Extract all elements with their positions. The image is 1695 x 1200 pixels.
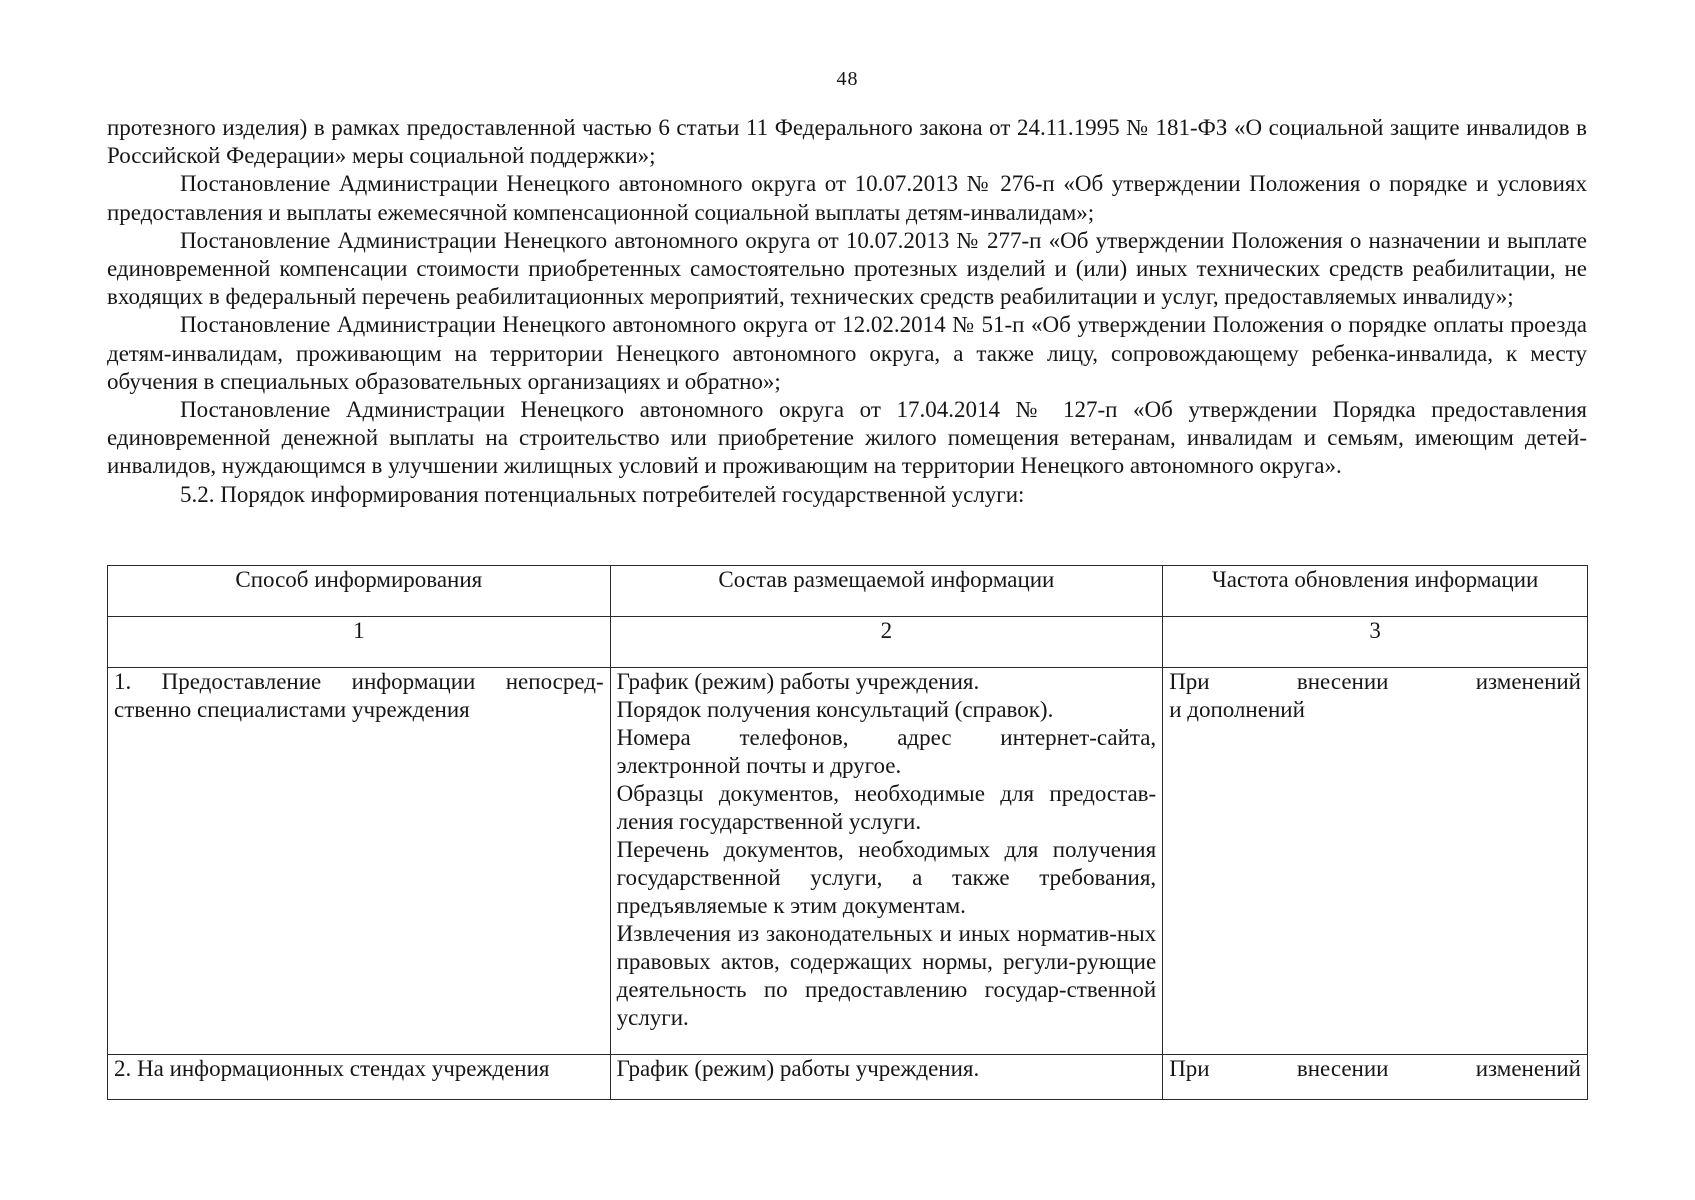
content-item: Извлечения из законодательных и иных норматив-ных правовых актов, содержащих нормы, регули-рующие деятельность по предоставлению государ-ственной услуги. — [616, 921, 1157, 1030]
frequency-word: При — [1169, 1056, 1210, 1081]
content-cell: График (режим) работы учреждения. — [610, 1055, 1163, 1100]
paragraph: Постановление Администрации Ненецкого автономного округа от 10.07.2013 № 276-п «Об утверждении Положения о порядке и условиях предоставления и выплаты ежемесячной компенсационной социальной выплаты детям-инвалидам»; — [107, 171, 1587, 225]
paragraph: протезного изделия) в рамках предоставленной частью 6 статьи 11 Федерального закона от 24.11.1995 № 181-ФЗ «О социальной защите инвалидов в Российской Федерации» меры социальной поддержки»; — [107, 115, 1587, 169]
frequency-word: внесении — [1296, 1056, 1389, 1081]
column-header: Способ информирования — [108, 566, 611, 617]
table-row — [108, 668, 1588, 1055]
column-number-row — [108, 617, 1588, 668]
paragraph: Постановление Администрации Ненецкого автономного округа от 17.04.2014 № 127-п «Об утверждении Порядка предоставления единовременной денежной выплаты на строительство или приобретение жилого помещения ветеранам, инвалидам и семьям, имеющим детей-инвалидов, нуждающимся в улучшении жилищных условий и проживающим на территории Ненецкого автономного округа». — [107, 397, 1587, 479]
paragraph: Постановление Администрации Ненецкого автономного округа от 10.07.2013 № 277-п «Об утверждении Положения о назначении и выплате единовременной компенсации стоимости приобретенных самостоятельно протезных изделий и (или) иных технических средств реабилитации, не входящих в федеральный перечень реабилитационных мероприятий, технических средств реабилитации и услуг, предоставляемых инвалиду»; — [107, 227, 1587, 310]
paragraph: Постановление Администрации Ненецкого автономного округа от 12.02.2014 № 51-п «Об утверждении Положения о порядке оплаты проезда детям-инвалидам, проживающим на территории Ненецкого автономного округа, а также лицу, сопровождающему ребенка-инвалида, к месту обучения в специальных образовательных организациях и обратно»; — [107, 312, 1587, 394]
column-number: 1 — [108, 617, 611, 668]
frequency-word: При — [1169, 669, 1210, 694]
frequency-cell — [1163, 1055, 1588, 1100]
column-number: 3 — [1163, 617, 1588, 668]
column-header: Частота обновления информации — [1163, 566, 1588, 617]
frequency-cell — [1163, 668, 1588, 1055]
content-item: Номера телефонов, адрес интернет-сайта, электронной почты и другое. — [616, 725, 1157, 778]
document-body — [107, 114, 1587, 509]
section-heading: 5.2. Порядок информирования потенциальных потребителей государственной услуги: — [180, 481, 1025, 507]
frequency-line — [1169, 1055, 1581, 1083]
content-item: График (режим) работы учреждения. — [616, 669, 980, 694]
informing-table — [107, 565, 1588, 1100]
frequency-line — [1169, 668, 1581, 696]
method-cell: 2. На информационных стендах учреждения — [108, 1055, 611, 1100]
frequency-word: изменений — [1475, 1056, 1581, 1081]
column-number: 2 — [610, 617, 1163, 668]
table-row — [108, 1055, 1588, 1100]
content-item: Образцы документов, необходимые для предостав-ления государственной услуги. — [616, 781, 1157, 834]
frequency-rest: и дополнений — [1169, 697, 1305, 722]
table-header-row — [108, 566, 1588, 617]
content-item: Перечень документов, необходимых для получения государственной услуги, а также требования, предъявляемые к этим документам. — [616, 837, 1157, 918]
column-header: Состав размещаемой информации — [610, 566, 1163, 617]
frequency-word: изменений — [1475, 669, 1581, 694]
method-cell: 1. Предоставление информации непосред-ственно специалистами учреждения — [108, 668, 611, 1055]
content-item: Порядок получения консультаций (справок). — [616, 697, 1054, 722]
content-cell — [610, 668, 1163, 1055]
frequency-word: внесении — [1296, 669, 1389, 694]
page-number: 48 — [836, 68, 859, 90]
